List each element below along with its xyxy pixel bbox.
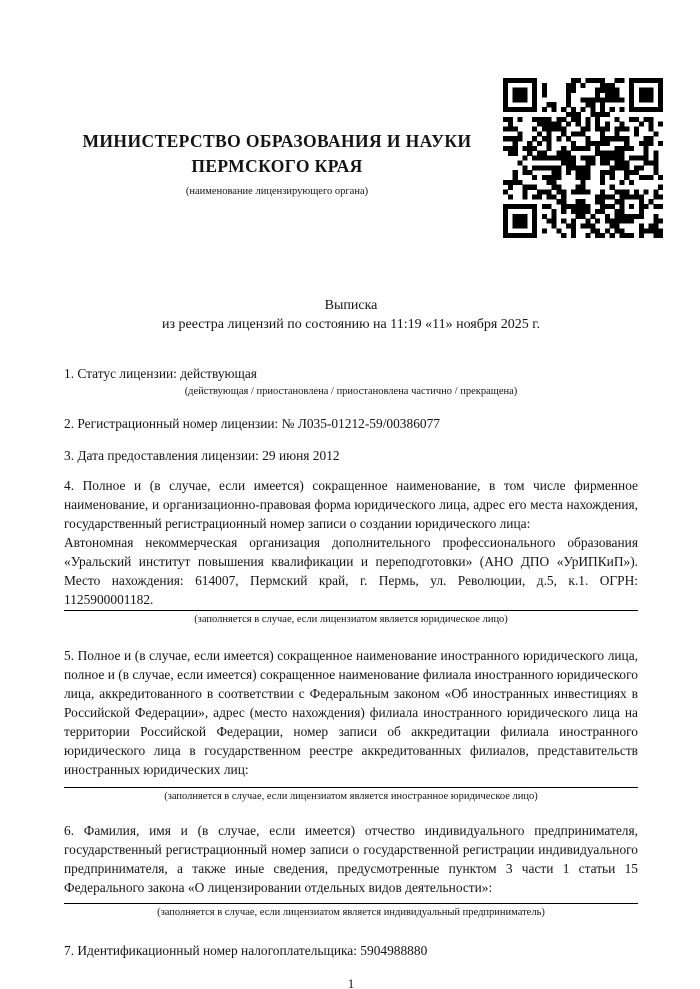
license-registration-number-line: 2. Регистрационный номер лицензии: № Л035-01212-59/00386077 xyxy=(64,416,440,431)
legal-entity-value: Автономная некоммерческая организация дополнительного профессионального образования «Уральский институт повышения квалификации и переподготовки» (АНО ДПО «УрИПКиП»). Место нахождения: 614007, Пермский край, г. Пермь, ул. Революции, д.5, к.1. ОГРН: 1125900001182. xyxy=(64,535,638,607)
ministry-name-line-1: МИНИСТЕРСТВО ОБРАЗОВАНИЯ И НАУКИ xyxy=(82,131,472,151)
legal-entity-description: 4. Полное и (в случае, если имеется) сокращенное наименование, в том числе фирменное наименование, и организационно-правовая форма юридического лица, адрес его места нахождения, государственный регистрационный номер записи о создании юридического лица: xyxy=(64,478,638,531)
qr-code xyxy=(503,78,663,238)
licensing-authority-caption: (наименование лицензирующего органа) xyxy=(185,186,369,197)
license-status-options-caption: (действующая / приостановлена / приостановлена частично / прекращена) xyxy=(184,386,518,397)
license-grant-date-line: 3. Дата предоставления лицензии: 29 июня 2012 xyxy=(64,448,340,463)
ministry-name-line-2: ПЕРМСКОГО КРАЯ xyxy=(191,156,363,176)
page-number: 1 xyxy=(347,976,355,989)
license-status-line: 1. Статус лицензии: действующая xyxy=(64,366,257,381)
extract-title-block xyxy=(64,296,638,334)
foreign-entity-description: 5. Полное и (в случае, если имеется) сокращенное наименование иностранного юридического лица, полное и (в случае, если имеется) сокращенное наименование филиала иностранного юридического лица, аккредитованного в соответствии с Федеральным законом «Об иностранных инвестициях в Российской Федерации», адрес (место нахождения) филиала иностранного юридического лица на территории Российской Федерации, номер записи об аккредитации филиала иностранного юридического лица в государственном реестре аккредитованных филиалов, представительств иностранных юридических лиц: xyxy=(64,648,638,777)
entrepreneur-caption: (заполняется в случае, если лицензиатом является индивидуальный предприниматель) xyxy=(157,907,545,918)
foreign-entity-caption: (заполняется в случае, если лицензиатом является иностранное юридическое лицо) xyxy=(164,791,538,802)
taxpayer-number-line: 7. Идентификационный номер налогоплательщика: 5904988880 xyxy=(64,943,428,958)
extract-subtitle: из реестра лицензий по состоянию на 11:19 «11» ноября 2025 г. xyxy=(162,317,540,332)
entrepreneur-description: 6. Фамилия, имя и (в случае, если имеется) отчество индивидуального предпринимателя, государственный регистрационный номер записи о государственной регистрации индивидуального предпринимателя, а также иные сведения, предусмотренные пунктом 3 части 1 статьи 15 Федерального закона «О лицензировании отдельных видов деятельности»: xyxy=(64,823,638,895)
legal-entity-caption: (заполняется в случае, если лицензиатом является юридическое лицо) xyxy=(194,614,508,625)
licensing-authority-header xyxy=(64,129,490,198)
extract-body xyxy=(64,296,638,989)
extract-title: Выписка xyxy=(324,298,378,313)
